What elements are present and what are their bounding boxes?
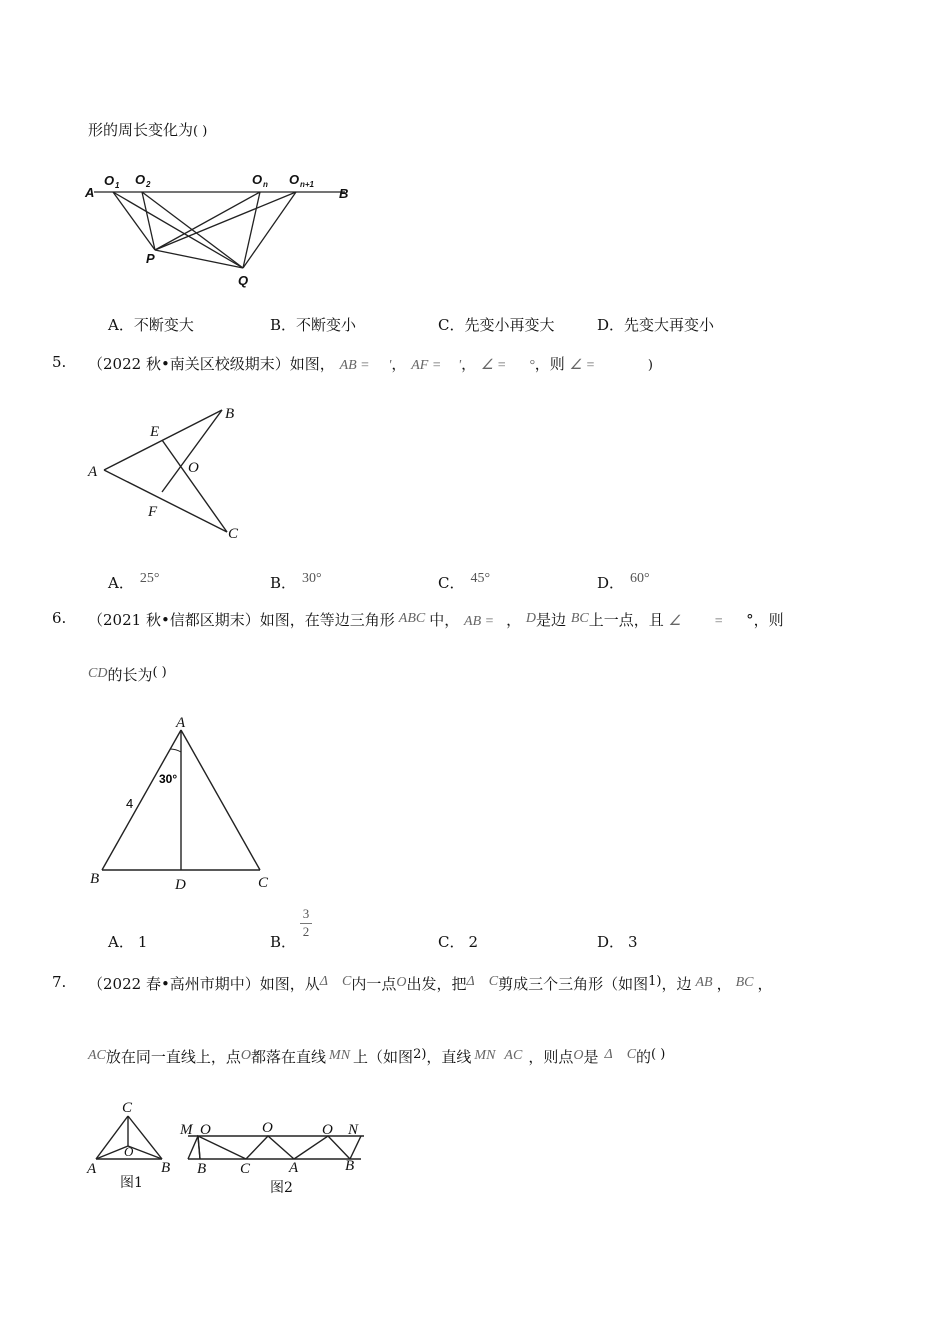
label-a: A	[289, 1160, 299, 1176]
figure-caption-2: 图2	[270, 1180, 293, 1196]
label-p: P	[146, 251, 155, 266]
label-o-2: O	[262, 1120, 273, 1136]
label-angle: 30°	[159, 772, 178, 786]
label-o: O	[188, 460, 199, 476]
q4-option-b[interactable]: B．不断变小	[270, 316, 357, 334]
q4-stem-tail: 形的周长变化为( )	[88, 121, 208, 139]
label-b: B	[339, 186, 349, 201]
label-a: A	[87, 1161, 97, 1177]
label-c: C	[228, 526, 239, 542]
svg-text:n: n	[263, 180, 268, 189]
q5-figure	[82, 400, 252, 550]
q5-option-a[interactable]: A． 25°	[108, 571, 160, 592]
q5-stem: （2022 秋•南关区校级期末）如图， AB = '， AF = '， ∠ = °，则 ∠ = )	[88, 355, 653, 373]
q5-option-d[interactable]: D． 60°	[597, 571, 650, 592]
label-e: E	[150, 424, 160, 440]
label-o2: O	[135, 172, 146, 187]
q6-option-b-fraction: 3 2	[300, 906, 312, 939]
q6-stem-line1: （2021 秋•信都区期末）如图，在等边三角形 ABC 中， AB = ， D是边 BC上一点，且 ∠ = °，则	[88, 611, 784, 629]
label-b: B	[90, 871, 100, 887]
q6-figure	[82, 715, 282, 895]
q6-option-a[interactable]: A． 1	[108, 933, 148, 951]
q7-stem-line2: AC放在同一直线上，点O都落在直线 MN 上（如图2)，直线 MN AC ，则点O是 Δ C的( )	[88, 1047, 666, 1066]
label-b-2: B	[345, 1158, 355, 1174]
label-n: N	[348, 1122, 359, 1138]
label-on1: O	[289, 172, 300, 187]
q7-number: 7.	[52, 973, 67, 991]
q4-option-d[interactable]: D．先变大再变小	[597, 316, 715, 334]
label-o-3: O	[322, 1122, 333, 1138]
label-c: C	[258, 875, 269, 891]
label-d: D	[175, 877, 186, 893]
q4-option-c[interactable]: C．先变小再变大	[438, 316, 555, 334]
label-o-1: O	[200, 1122, 211, 1138]
label-c: C	[122, 1100, 133, 1116]
q7-stem-line1: （2022 春•高州市期中）如图，从Δ C内一点O出发，把Δ C剪成三个三角形（如图1)，边 AB ， BC ，	[88, 974, 773, 993]
label-c: C	[240, 1161, 251, 1177]
q6-option-d[interactable]: D． 3	[597, 933, 638, 951]
label-q: Q	[238, 273, 249, 288]
label-side: 4	[126, 796, 134, 811]
q5-option-b[interactable]: B． 30°	[270, 571, 322, 592]
svg-text:1: 1	[115, 181, 120, 190]
q7-figure-1	[82, 1098, 182, 1198]
label-a: A	[88, 464, 98, 480]
label-b-1: B	[197, 1161, 207, 1177]
label-on: O	[252, 172, 263, 187]
label-a: A	[85, 185, 95, 200]
q7-figure-2	[176, 1112, 376, 1202]
svg-text:n+1: n+1	[300, 180, 315, 189]
figure-caption-1: 图1	[120, 1175, 143, 1191]
q6-option-b[interactable]: B．	[270, 933, 297, 951]
q6-stem-line2: CD的长为( )	[88, 665, 167, 684]
label-b: B	[225, 406, 235, 422]
label-o: O	[124, 1144, 134, 1159]
q5-number: 5.	[52, 353, 67, 371]
label-o1: O	[104, 173, 115, 188]
label-f: F	[148, 504, 158, 520]
label-a: A	[176, 715, 186, 731]
q4-option-a[interactable]: A．不断变大	[108, 316, 194, 334]
label-b: B	[161, 1160, 171, 1176]
svg-text:2: 2	[146, 180, 151, 189]
q4-figure	[80, 165, 370, 295]
q5-option-c[interactable]: C． 45°	[438, 571, 491, 592]
q6-number: 6.	[52, 609, 67, 627]
label-m: M	[180, 1122, 193, 1138]
q6-option-c[interactable]: C． 2	[438, 933, 479, 951]
